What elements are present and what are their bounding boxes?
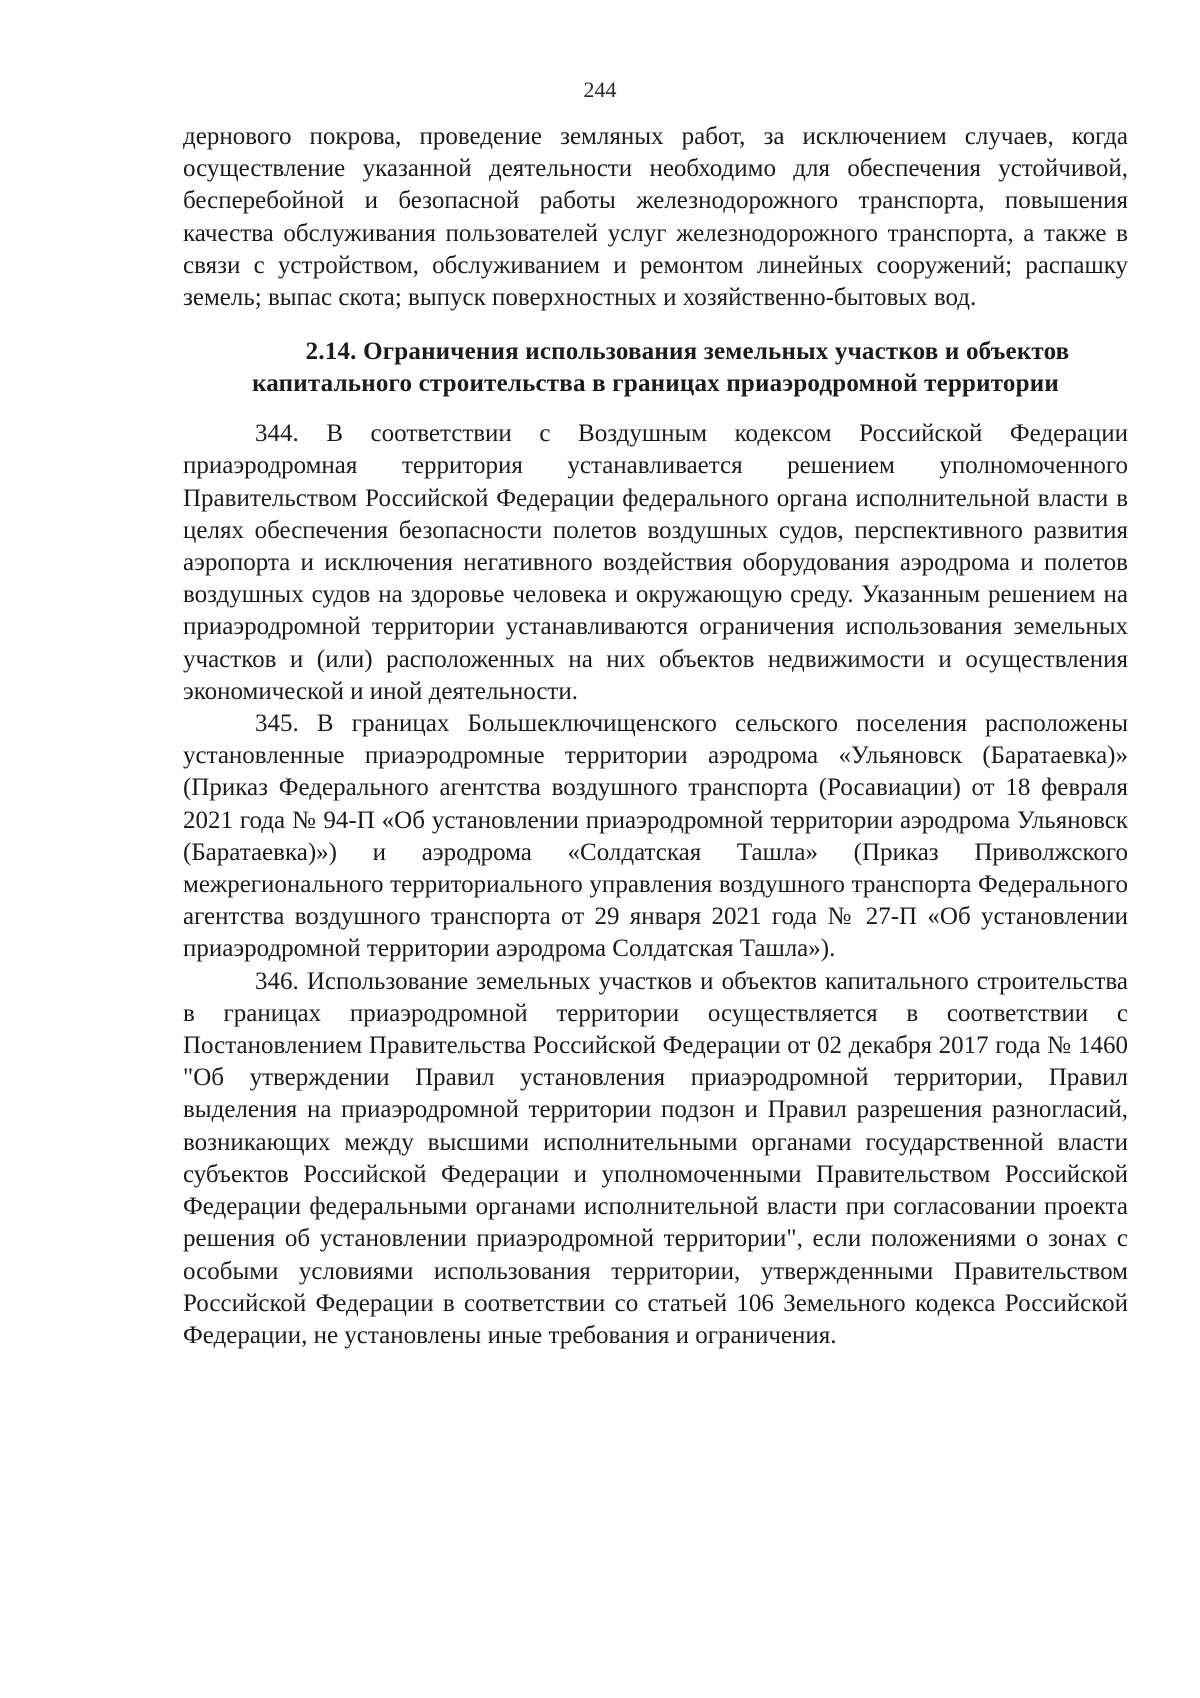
document-body [183,121,1128,1352]
intro-paragraph: дернового покрова, проведение земляных работ, за исключением случаев, когда осуществление указанной деятельности необходимо для обеспечения устойчивой, бесперебойной и безопасной работы железнодорожного транспорта, повышения качества обслуживания пользователей услуг железнодорожного транспорта, а также в связи с устройством, обслуживанием и ремонтом линейных сооружений; распашку земель; выпас скота; выпуск поверхностных и хозяйственно-бытовых вод. [183,123,1128,312]
section-heading-line2: капитального строительства в границах приаэродромной территории [252,370,1059,398]
page-number: 244 [583,77,617,102]
section-heading-line1: 2.14. Ограничения использования земельных участков и объектов [305,338,1070,366]
paragraph-345: 345. В границах Большеключищенского сельского поселения расположены установленные приаэродромные территории аэродрома «Ульяновск (Баратаевка)» (Приказ Федерального агентства воздушного транспорта (Росавиации) от 18 февраля 2021 года № 94-П «Об установлении приаэродромной территории аэродрома Ульяновск (Баратаевка)») и аэродрома «Солдатская Ташла» (Приказ Приволжского межрегионального территориального управления воздушного транспорта Федерального агентства воздушного транспорта от 29 января 2021 года № 27-П «Об установлении приаэродромной территории аэродрома Солдатская Ташла»). [183,710,1128,963]
section-heading [183,336,1128,400]
paragraph-346: 346. Использование земельных участков и объектов капитального строительства в границах приаэродромной территории осуществляется в соответствии с Постановлением Правительства Российской Федерации от 02 декабря 2017 года № 1460 "Об утверждении Правил установления приаэродромной территории, Правил выделения на приаэродромной территории подзон и Правил разрешения разногласий, возникающих между высшими исполнительными органами государственной власти субъектов Российской Федерации и уполномоченными Правительством Российской Федерации федеральными органами исполнительной власти при согласовании проекта решения об установлении приаэродромной территории", если положениями о зонах с особыми условиями использования территории, утвержденными Правительством Российской Федерации в соответствии со статьей 106 Земельного кодекса Российской Федерации, не установлены иные требования и ограничения. [183,967,1128,1349]
paragraph-344: 344. В соответствии с Воздушным кодексом Российской Федерации приаэродромная территория устанавливается решением уполномоченного Правительством Российской Федерации федерального органа исполнительной власти в целях обеспечения безопасности полетов воздушных судов, перспективного развития аэропорта и исключения негативного воздействия оборудования аэродрома и полетов воздушных судов на здоровье человека и окружающую среду. Указанным решением на приаэродромной территории устанавливаются ограничения использования земельных участков и (или) расположенных на них объектов недвижимости и осуществления экономической и иной деятельности. [183,420,1128,705]
